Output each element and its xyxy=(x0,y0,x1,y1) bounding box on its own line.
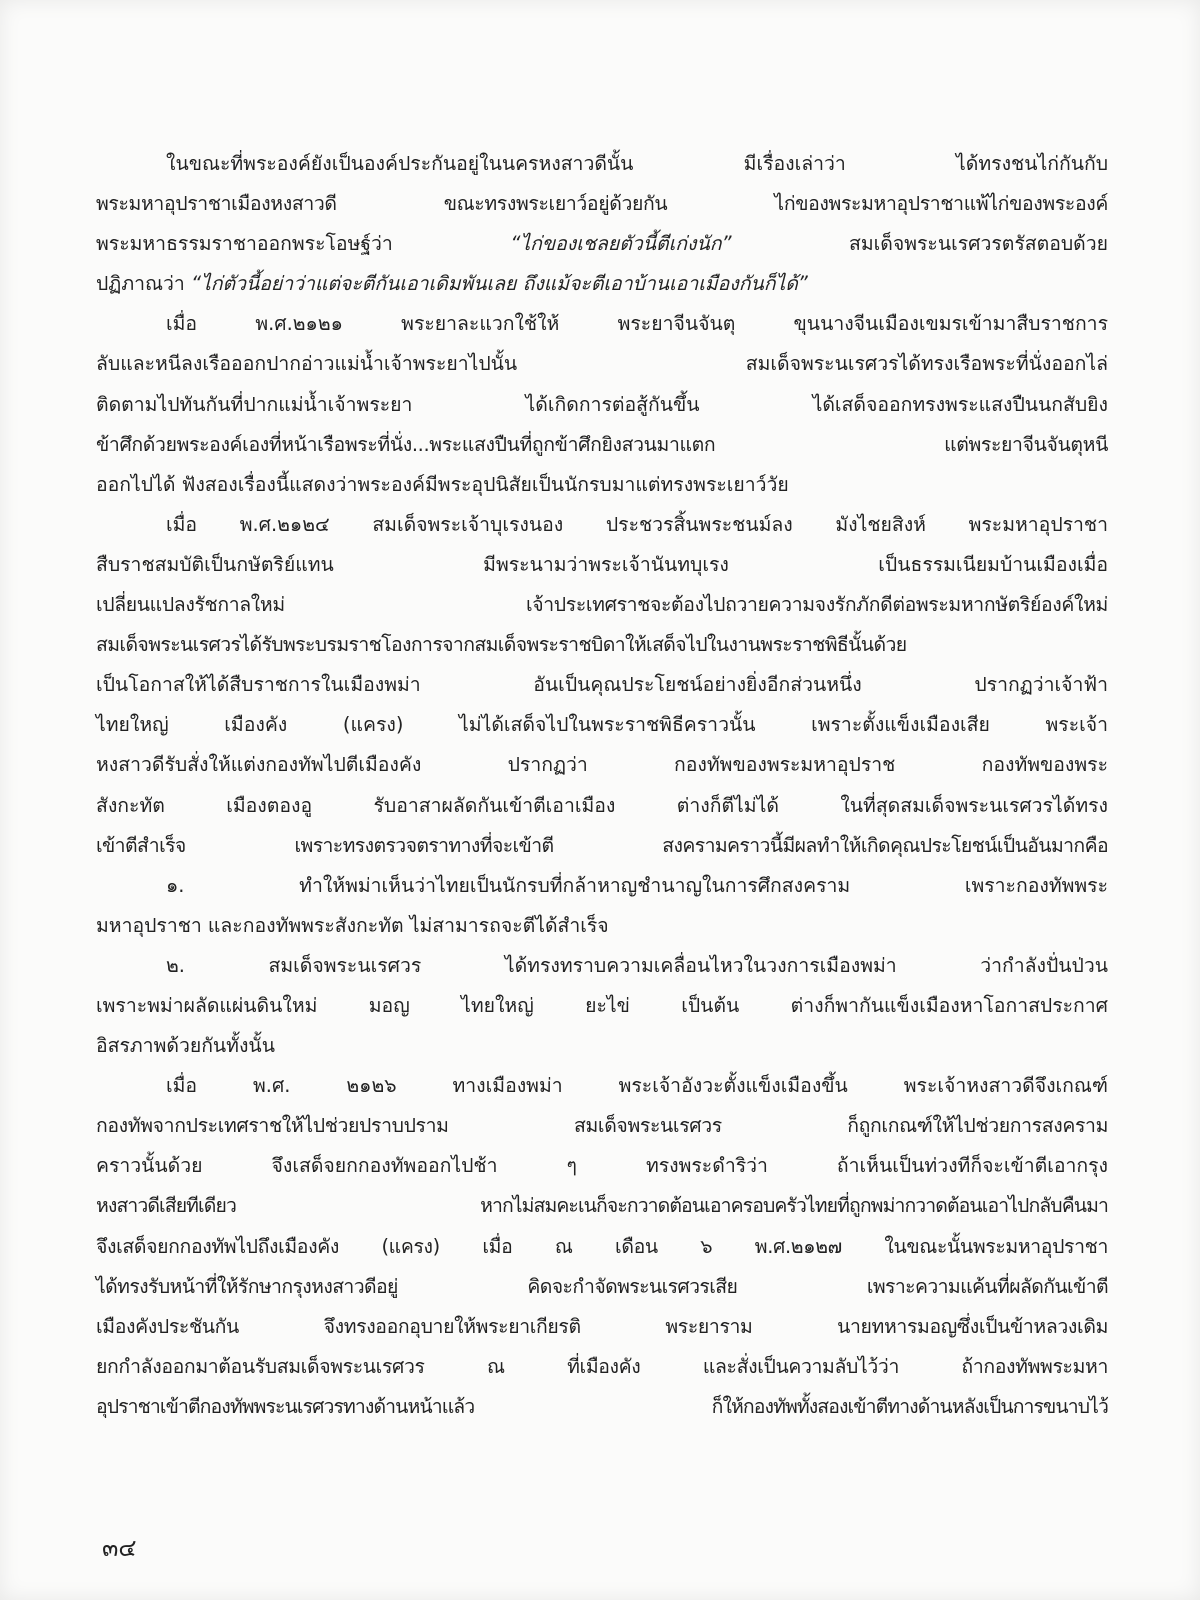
list-item-line xyxy=(96,986,1108,1026)
paragraph-line xyxy=(96,224,1108,264)
paragraph-line xyxy=(96,344,1108,384)
line-text: ๒. สมเด็จพระนเรศวร ได้ทรงทราบความเคลื่อนไหวในวงการเมืองพม่า ว่ากำลังปั่นป่วน xyxy=(166,953,1108,977)
list-item-line xyxy=(96,866,1108,906)
line-text: ในขณะที่พระองค์ยังเป็นองค์ประกันอยู่ในนครหงสาวดีนั้น มีเรื่องเล่าว่า ได้ทรงชนไก่กันกับ xyxy=(166,152,1108,175)
line-text: สมเด็จพระนเรศวรได้รับพระบรมราชโองการจากสมเด็จพระราชบิดาให้เสด็จไปในงานพระราชพิธีนั้นด้วย xyxy=(96,633,907,657)
line-pre-text: พระมหาธรรมราชาออกพระโอษฐ์ว่า xyxy=(96,232,511,256)
paragraph-line xyxy=(96,1267,1108,1307)
paragraph-line xyxy=(96,304,1108,344)
paragraph-line xyxy=(96,505,1108,545)
body-text xyxy=(96,144,1108,1427)
list-item-line xyxy=(96,1026,1108,1066)
line-text: เป็นโอกาสให้ได้สืบราชการในเมืองพม่า อันเป็นคุณประโยชน์อย่างยิ่งอีกส่วนหนึ่ง ปรากฏว่าเจ้าฟ้า xyxy=(96,673,1108,697)
paragraph-line xyxy=(96,826,1108,866)
line-text: สืบราชสมบัติเป็นกษัตริย์แทน มีพระนามว่าพระเจ้านันทบุเรง เป็นธรรมเนียมบ้านเมืองเมื่อ xyxy=(96,552,1108,576)
line-text: เมืองคังประชันกัน จึงทรงออกอุบายให้พระยาเกียรติ พระยาราม นายทหารมอญซึ่งเป็นข้าหลวงเดิม xyxy=(96,1314,1108,1338)
quoted-text: “ไก่ตัวนี้อย่าว่าแต่จะตีกันเอาเดิมพันเลย ถึงแม้จะตีเอาบ้านเอาเมืองกันก็ได้” xyxy=(190,272,808,296)
paragraph-line xyxy=(96,385,1108,425)
line-text: อุปราชาเข้าตีกองทัพพระนเรศวรทางด้านหน้าแล้ว ก็ให้กองทัพทั้งสองเข้าตีทางด้านหลังเป็นการขนาบไว้ xyxy=(96,1394,1108,1418)
line-text: ไทยใหญ่ เมืองคัง (แครง) ไม่ได้เสด็จไปในพระราชพิธีคราวนั้น เพราะตั้งแข็งเมืองเสีย พระเจ้า xyxy=(96,713,1108,737)
list-item-line xyxy=(96,946,1108,986)
paragraph-line xyxy=(96,545,1108,585)
paragraph-line xyxy=(96,184,1108,224)
line-text: กองทัพจากประเทศราชให้ไปช่วยปราบปราม สมเด็จพระนเรศวร ก็ถูกเกณฑ์ให้ไปช่วยการสงคราม xyxy=(96,1114,1108,1138)
line-text: ออกไปได้ ฟังสองเรื่องนี้แสดงว่าพระองค์มีพระอุปนิสัยเป็นนักรบมาแต่ทรงพระเยาว์วัย xyxy=(96,472,789,496)
paragraph-line xyxy=(96,705,1108,745)
quoted-text: “ไก่ของเชลยตัวนี้ตีเก่งนัก” xyxy=(510,232,732,256)
page-number: ๓๔ xyxy=(102,1534,137,1562)
line-text: ติดตามไปทันกันที่ปากแม่น้ำเจ้าพระยา ได้เกิดการต่อสู้กันขึ้น ได้เสด็จออกทรงพระแสงปืนนกสับยิง xyxy=(96,392,1108,416)
paragraph-line xyxy=(96,786,1108,826)
paragraph-line xyxy=(96,264,1108,304)
list-item-line xyxy=(96,906,1108,946)
line-text: ได้ทรงรับหน้าที่ให้รักษากรุงหงสาวดีอยู่ คิดจะกำจัดพระนเรศวรเสีย เพราะความแค้นที่ผลัดกันเข้าตี xyxy=(96,1274,1108,1298)
line-text: เมื่อ พ.ศ. ๒๑๒๖ ทางเมืองพม่า พระเจ้าอังวะตั้งแข็งเมืองขึ้น พระเจ้าหงสาวดีจึงเกณฑ์ xyxy=(166,1074,1108,1098)
paragraph-line xyxy=(96,1146,1108,1186)
paragraph-line xyxy=(96,465,1108,505)
paragraph-line xyxy=(96,1347,1108,1387)
paragraph-line xyxy=(96,1307,1108,1347)
line-text: ๑. ทำให้พม่าเห็นว่าไทยเป็นนักรบที่กล้าหาญชำนาญในการศึกสงคราม เพราะกองทัพพระ xyxy=(166,873,1108,897)
line-text: หงสาวดีรับสั่งให้แต่งกองทัพไปตีเมืองคัง ปรากฏว่า กองทัพของพระมหาอุปราช กองทัพของพระ xyxy=(96,753,1108,777)
paragraph-line xyxy=(96,1227,1108,1267)
paragraph-line xyxy=(96,1186,1108,1226)
line-text: สังกะทัต เมืองตองอู รับอาสาผลัดกันเข้าตีเอาเมือง ต่างก็ตีไม่ได้ ในที่สุดสมเด็จพระนเรศวรได้ทรง xyxy=(96,793,1108,817)
line-text: ลับและหนีลงเรือออกปากอ่าวแม่น้ำเจ้าพระยาไปนั้น สมเด็จพระนเรศวรได้ทรงเรือพระที่นั่งออกไล่ xyxy=(96,352,1108,376)
line-text: ข้าศึกด้วยพระองค์เองที่หน้าเรือพระที่นั่ง...พระแสงปืนที่ถูกข้าศึกยิงสวนมาแตก แต่พระยาจีนจันตุหนี xyxy=(96,432,1108,456)
line-text: อิสรภาพด้วยกันทั้งนั้น xyxy=(96,1034,275,1058)
line-text-composite xyxy=(96,264,808,304)
paragraph-line xyxy=(96,745,1108,785)
line-text: เมื่อ พ.ศ.๒๑๒๔ สมเด็จพระเจ้าบุเรงนอง ประชวรสิ้นพระชนม์ลง มังไชยสิงห์ พระมหาอุปราชา xyxy=(166,512,1108,536)
line-text: มหาอุปราชา และกองทัพพระสังกะทัต ไม่สามารถจะตีได้สำเร็จ xyxy=(96,913,609,937)
paragraph-line xyxy=(96,1106,1108,1146)
line-text: คราวนั้นด้วย จึงเสด็จยกกองทัพออกไปช้า ๆ ทรงพระดำริว่า ถ้าเห็นเป็นท่วงทีก็จะเข้าตีเอากรุง xyxy=(96,1154,1108,1178)
line-post-text: สมเด็จพระนเรศวรตรัสตอบด้วย xyxy=(731,232,1108,256)
paragraph-line xyxy=(96,625,1108,665)
paragraph-line xyxy=(96,585,1108,625)
line-text: พระมหาอุปราชาเมืองหงสาวดี ขณะทรงพระเยาว์อยู่ด้วยกัน ไก่ของพระมหาอุปราชาแพ้ไก่ของพระองค์ xyxy=(96,192,1108,216)
paragraph-line xyxy=(96,665,1108,705)
paragraph-line xyxy=(96,1387,1108,1427)
paragraph-line xyxy=(96,144,1108,184)
line-text: เพราะพม่าผลัดแผ่นดินใหม่ มอญ ไทยใหญ่ ยะไข่ เป็นต้น ต่างก็พากันแข็งเมืองหาโอกาสประกาศ xyxy=(96,993,1108,1017)
paragraph-line xyxy=(96,425,1108,465)
paragraph-line xyxy=(96,1066,1108,1106)
line-text-composite xyxy=(96,224,1108,264)
line-text: เปลี่ยนแปลงรัชกาลใหม่ เจ้าประเทศราชจะต้องไปถวายความจงรักภักดีต่อพระมหากษัตริย์องค์ใหม่ xyxy=(96,593,1108,617)
line-text: จึงเสด็จยกกองทัพไปถึงเมืองคัง (แครง) เมื่อ ณ เดือน ๖ พ.ศ.๒๑๒๗ ในขณะนั้นพระมหาอุปราชา xyxy=(96,1234,1108,1258)
line-text: หงสาวดีเสียทีเดียว หากไม่สมคะเนก็จะกวาดต้อนเอาครอบครัวไทยที่ถูกพม่ากวาดต้อนเอาไปกลับคืนมา xyxy=(96,1194,1108,1218)
line-text: เข้าตีสำเร็จ เพราะทรงตรวจตราทางที่จะเข้าตี สงครามคราวนี้มีผลทำให้เกิดคุณประโยชน์เป็นอันมากคือ xyxy=(96,833,1108,857)
line-pre-text: ปฏิภาณว่า xyxy=(96,272,191,296)
line-text: ยกกำลังออกมาต้อนรับสมเด็จพระนเรศวร ณ ที่เมืองคัง และสั่งเป็นความลับไว้ว่า ถ้ากองทัพพระมหา xyxy=(96,1354,1108,1378)
line-text: เมื่อ พ.ศ.๒๑๒๑ พระยาละแวกใช้ให้ พระยาจีนจันตุ ขุนนางจีนเมืองเขมรเข้ามาสืบราชการ xyxy=(166,312,1108,336)
